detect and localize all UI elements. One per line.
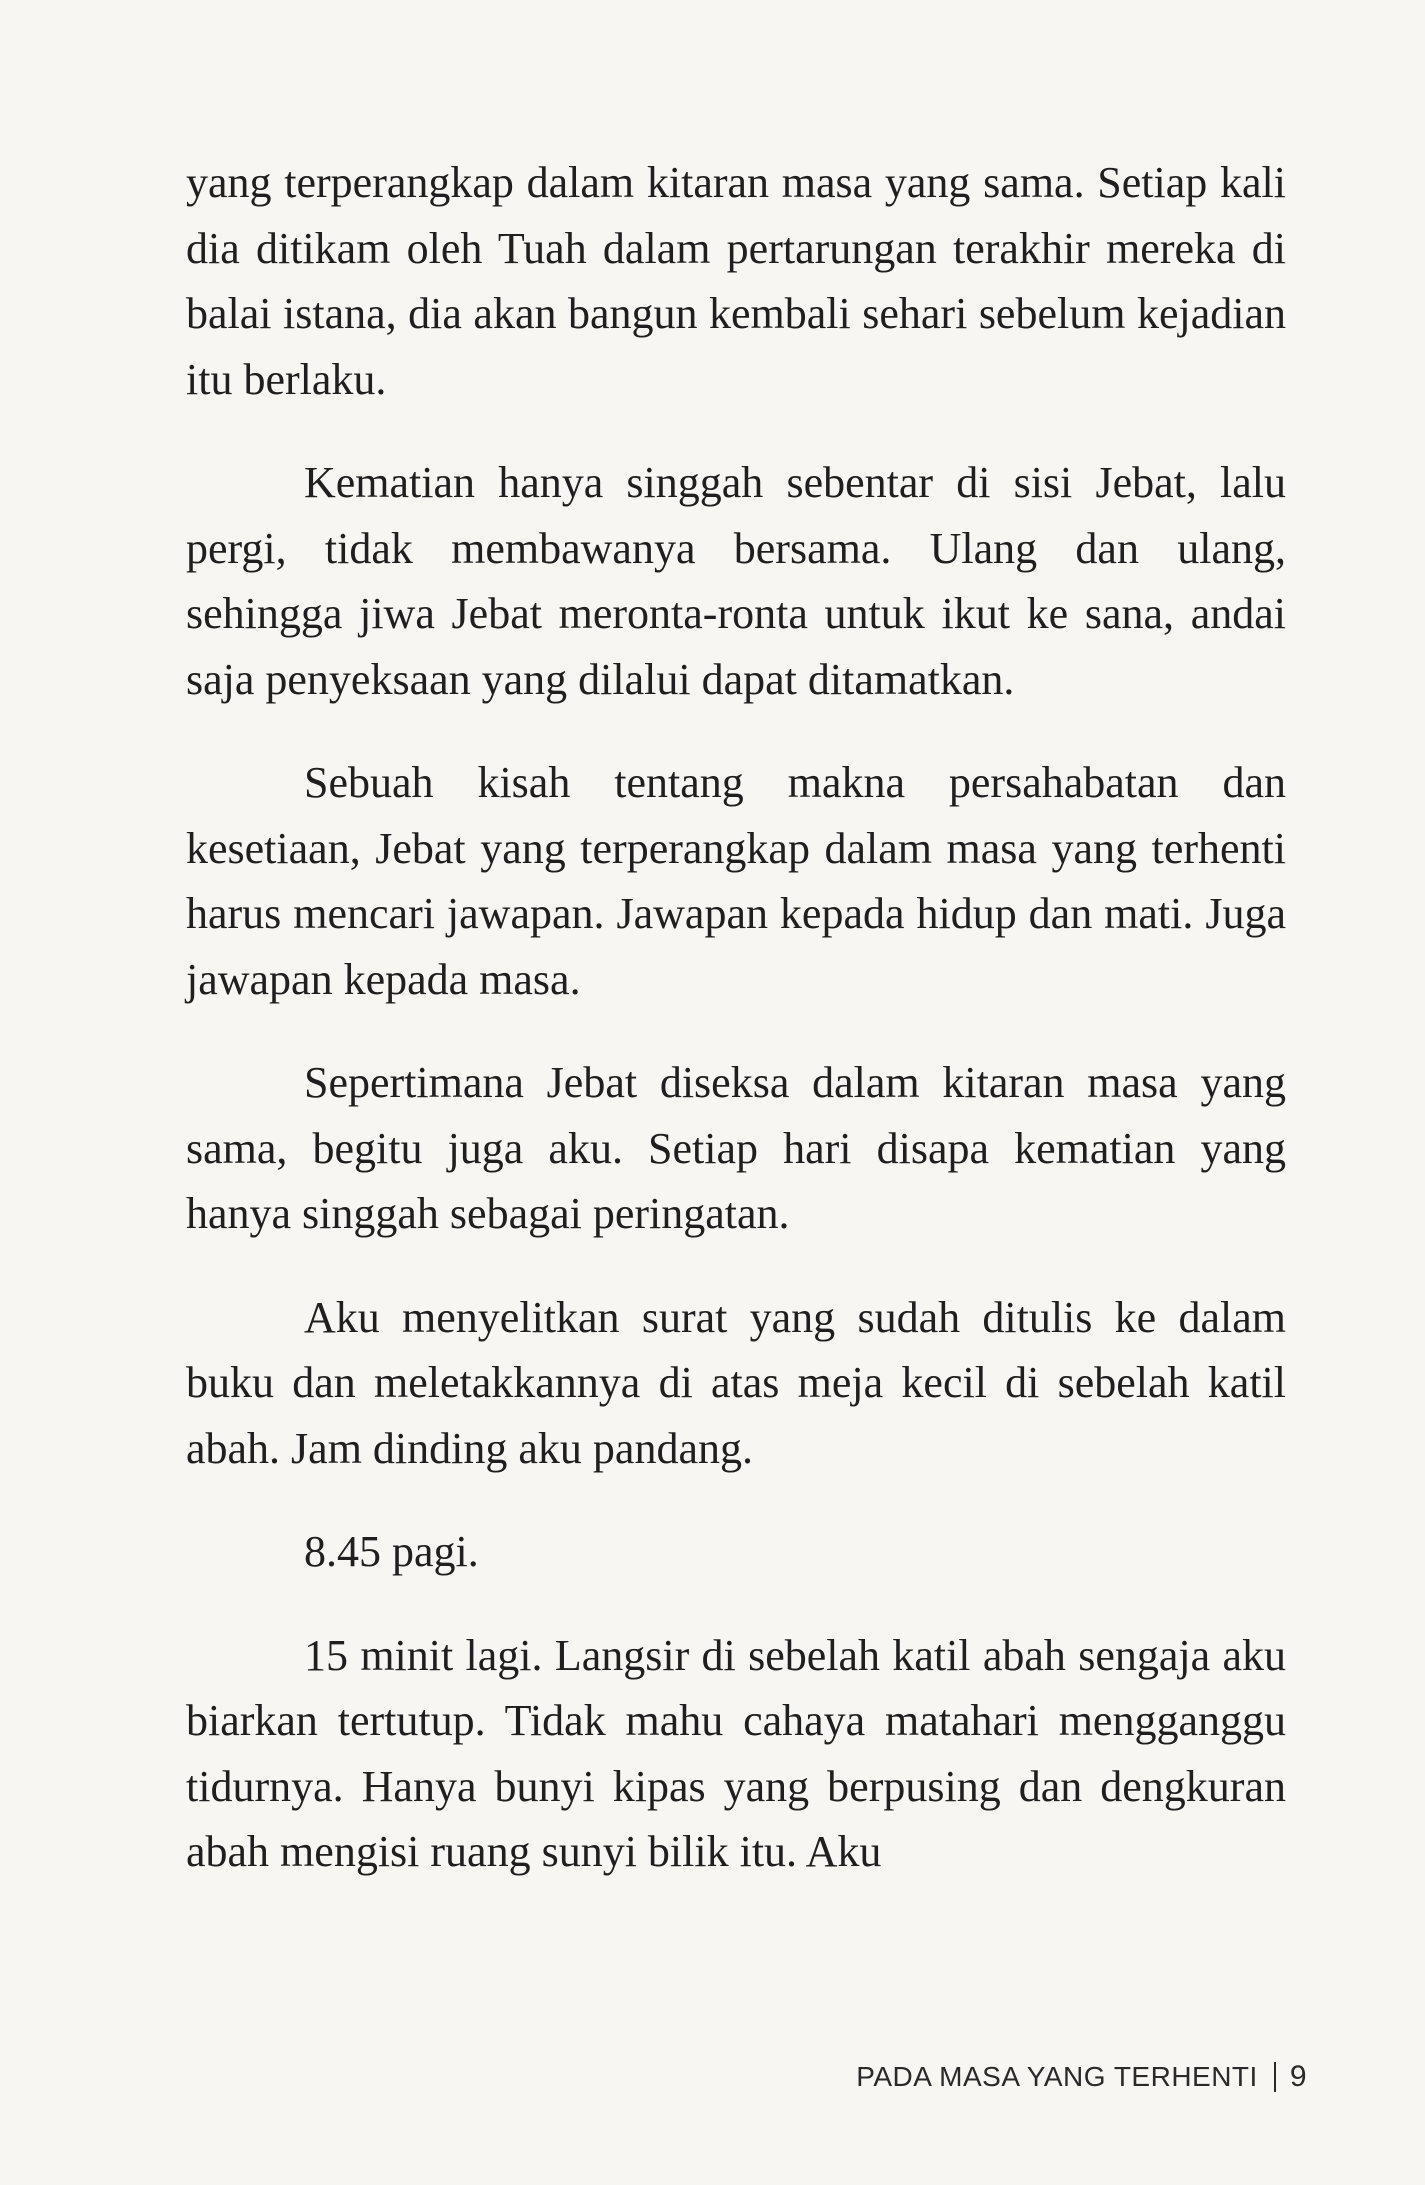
paragraph-1: yang terperangkap dalam kitaran masa yang sama. Setiap kali dia ditikam oleh Tuah dalam pertarungan terakhir mereka di balai istana, dia akan bangun kembali sehari sebelum kejadian itu berlaku. — [186, 158, 1286, 404]
paragraph-time: 8.45 pagi. — [304, 1527, 479, 1576]
paragraph-3: Sebuah kisah tentang makna persahabatan dan kesetiaan, Jebat yang terperangkap dalam masa yang terhenti harus mencari jawapan. Jawapan kepada hidup dan mati. Juga jawapan kepada masa. — [186, 758, 1286, 1004]
paragraph-4: Sepertimana Jebat diseksa dalam kitaran masa yang sama, begitu juga aku. Setiap hari disapa kematian yang hanya singgah sebagai peringatan. — [186, 1058, 1286, 1238]
running-footer — [856, 2060, 1307, 2094]
footer-book-title: PADA MASA YANG TERHENTI — [856, 2061, 1258, 2092]
paragraph-2: Kematian hanya singgah sebentar di sisi Jebat, lalu pergi, tidak membawanya bersama. Ulang dan ulang, sehingga jiwa Jebat meronta-ronta untuk ikut ke sana, andai saja penyeksaan yang dilalui dapat ditamatkan. — [186, 458, 1286, 704]
page-number: 9 — [1289, 2060, 1307, 2093]
body-text — [186, 150, 1286, 1923]
footer-divider — [1274, 2062, 1276, 2092]
paragraph-5: Aku menyelitkan surat yang sudah ditulis ke dalam buku dan meletakkannya di atas meja kecil di sebelah katil abah. Jam dinding aku pandang. — [186, 1292, 1286, 1473]
paragraph-7: 15 minit lagi. Langsir di sebelah katil abah sengaja aku biarkan tertutup. Tidak mahu cahaya matahari mengganggu tidurnya. Hanya bunyi kipas yang berpusing dan dengkuran abah mengisi ruang sunyi bilik itu. Aku — [186, 1630, 1286, 1876]
